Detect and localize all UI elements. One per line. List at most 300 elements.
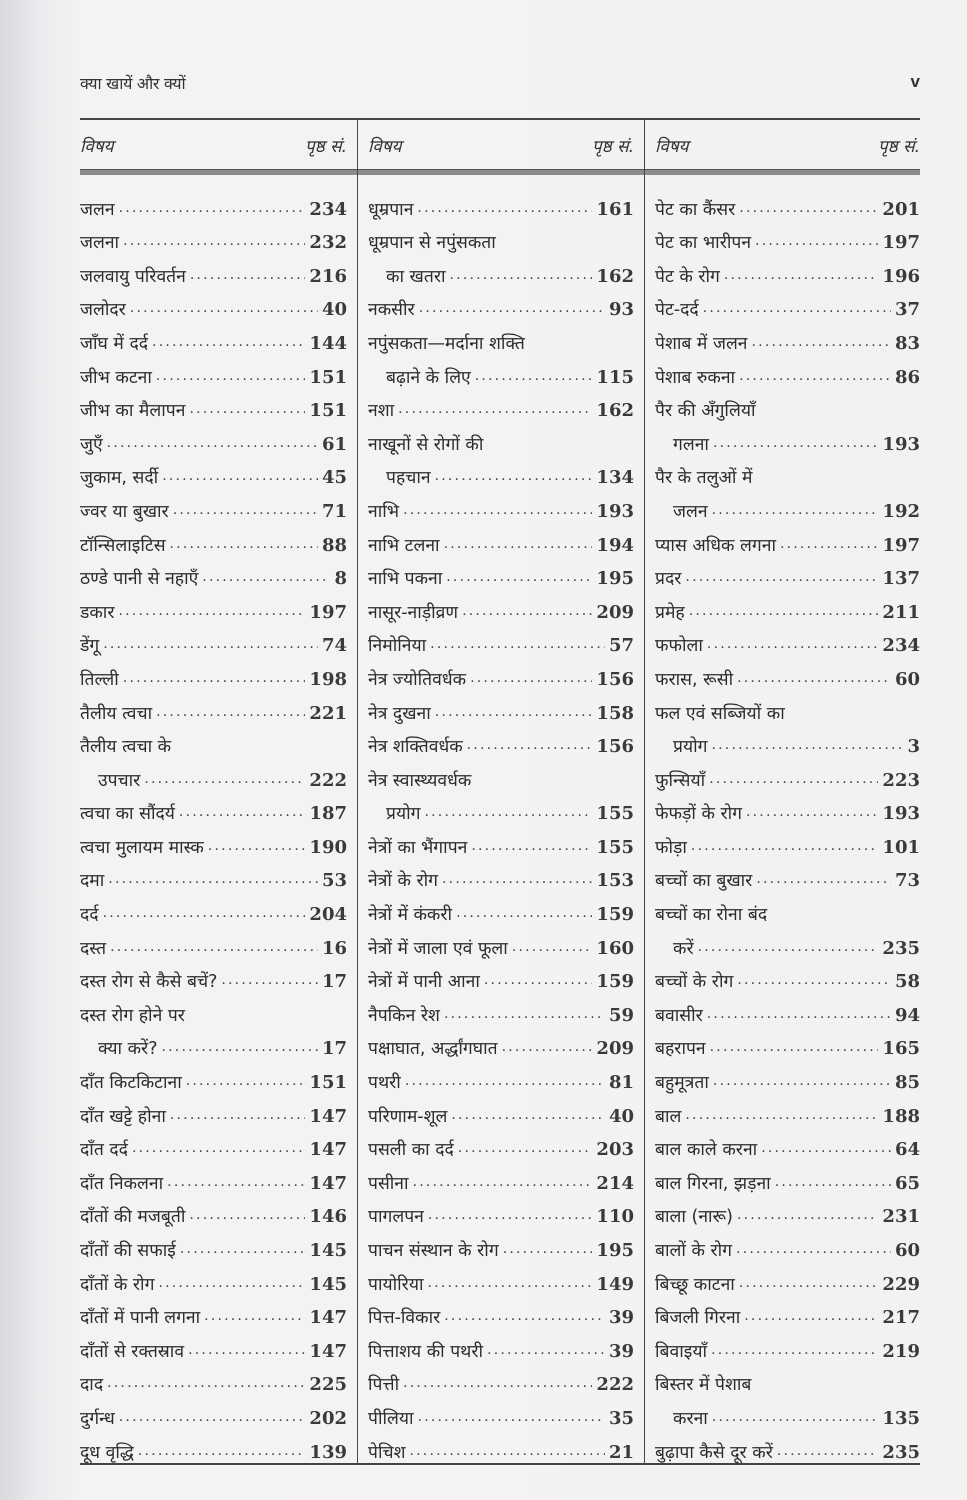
entry-label: बच्चों का बुखार: [655, 871, 753, 892]
index-entry: [655, 1432, 920, 1466]
entry-page-number: 39: [608, 1340, 634, 1362]
index-entry: [80, 962, 347, 996]
entry-label: प्रदर: [655, 569, 682, 590]
subject-heading: विषय: [80, 137, 114, 157]
entry-page-number: 59: [608, 1004, 634, 1026]
index-entry: [368, 727, 634, 761]
entry-page-number: 198: [309, 668, 347, 690]
entry-page-number: 147: [309, 1139, 347, 1161]
index-entry: [368, 1163, 634, 1197]
entry-page-number: 193: [882, 433, 920, 455]
entry-label: टॉन्सिलाइटिस: [80, 535, 166, 556]
entry-label: नेत्रों में जाला एवं फूला: [368, 938, 508, 959]
entry-label: धूम्रपान: [368, 199, 414, 220]
entry-label: बिच्छू काटना: [655, 1274, 735, 1295]
dot-leader: [180, 1236, 306, 1262]
entry-page-number: 158: [596, 702, 634, 724]
dot-leader: [746, 799, 878, 825]
dot-leader: [739, 1270, 879, 1296]
entry-label: नशा: [368, 401, 395, 422]
entry-label: पैर के तलुओं में: [655, 468, 753, 489]
index-entry: [655, 424, 920, 458]
dot-leader: [475, 363, 593, 389]
entry-label: पैर की अँगुलियाँ: [655, 401, 756, 422]
entry-page-number: 156: [596, 668, 634, 690]
index-entry: [655, 1230, 920, 1264]
entry-page-number: 159: [596, 971, 634, 993]
index-entry: [368, 424, 634, 458]
entry-label: बिस्तर में पेशाब: [655, 1375, 752, 1396]
header-rule: [80, 169, 357, 175]
entry-label: परिणाम-शूल: [368, 1106, 448, 1127]
header-rule: [358, 169, 644, 175]
index-entry: [655, 290, 920, 324]
entry-label: जलोदर: [80, 300, 126, 321]
entry-page-number: 214: [596, 1172, 634, 1194]
index-entry: [80, 1029, 347, 1063]
index-entry: [80, 323, 347, 357]
index-entry: [368, 458, 634, 492]
dot-leader: [502, 1034, 593, 1060]
entry-page-number: 74: [321, 635, 347, 657]
dot-leader: [456, 900, 592, 926]
index-entry: [368, 1365, 634, 1399]
dot-leader: [444, 1001, 605, 1027]
entry-page-number: 187: [309, 803, 347, 825]
entry-label: पित्ती: [368, 1375, 400, 1396]
index-entry: [80, 760, 347, 794]
dot-leader: [737, 967, 891, 993]
entry-label: दाँत निकलना: [80, 1173, 164, 1194]
dot-leader: [451, 1102, 605, 1128]
dot-leader: [418, 1404, 605, 1430]
entry-page-number: 145: [309, 1240, 347, 1261]
dot-leader: [756, 866, 891, 892]
entry-page-number: 45: [321, 467, 347, 489]
entry-page-number: 8: [334, 568, 347, 590]
running-title: क्या खायें और क्यों: [80, 74, 186, 93]
entry-label: दाद: [80, 1375, 104, 1396]
index-entry: [655, 1096, 920, 1130]
entry-label: जलवायु परिवर्तन: [80, 266, 186, 287]
dot-leader: [103, 900, 306, 926]
dot-leader: [189, 396, 305, 422]
entry-label: त्वचा मुलायम मास्क: [80, 837, 204, 858]
entry-page-number: 88: [321, 534, 347, 556]
index-entry: [368, 861, 634, 895]
entry-page-number: 147: [309, 1105, 347, 1127]
entry-label: प्यास अधिक लगना: [655, 535, 776, 556]
index-entry: [80, 1365, 347, 1399]
entry-label: त्वचा का सौंदर्य: [80, 804, 175, 825]
index-entry: [368, 1264, 634, 1298]
entry-page-number: 155: [596, 836, 634, 858]
entry-label: नेत्र स्वास्थ्यवर्धक: [368, 770, 472, 791]
dot-leader: [780, 531, 878, 557]
entry-label: जीभ कटना: [80, 367, 152, 388]
entry-label: जुएँ: [80, 434, 103, 455]
index-entry: [368, 1398, 634, 1432]
dot-leader: [503, 1236, 593, 1262]
index-entry: [368, 827, 634, 861]
entry-label: नेत्रों के रोग: [368, 871, 439, 892]
dot-leader: [713, 1068, 891, 1094]
dot-leader: [691, 833, 879, 859]
header-rule: [645, 169, 920, 175]
entry-page-number: 204: [309, 904, 347, 926]
dot-leader: [428, 1202, 593, 1228]
index-entry: [80, 290, 347, 324]
index-entry: [80, 1197, 347, 1231]
entry-page-number: 60: [894, 1240, 920, 1261]
entry-label: प्रयोग: [386, 804, 421, 825]
dot-leader: [410, 1438, 605, 1464]
dot-leader: [435, 463, 593, 489]
index-entry: [655, 693, 920, 727]
entry-page-number: 57: [608, 635, 634, 657]
dot-leader: [737, 665, 891, 691]
entry-label: दाँत दर्द: [80, 1140, 128, 1161]
index-entry: [655, 727, 920, 761]
entry-label: नपुंसकता—मर्दाना शक्ति: [368, 333, 525, 354]
entry-label: नेत्रों में पानी आना: [368, 972, 480, 993]
entry-label: प्रमेह: [655, 602, 685, 623]
index-entry: [80, 1163, 347, 1197]
index-entry: [655, 525, 920, 559]
dot-leader: [711, 1337, 878, 1363]
dot-leader: [712, 497, 879, 523]
entry-page-number: 40: [321, 299, 347, 321]
index-entry: [655, 491, 920, 525]
entry-page-number: 139: [309, 1441, 347, 1463]
entry-label: पेट का कैंसर: [655, 199, 736, 220]
entry-page-number: 101: [882, 836, 920, 858]
entry-page-number: 160: [596, 937, 634, 959]
entry-page-number: 209: [596, 1038, 634, 1060]
index-entry: [655, 1298, 920, 1332]
entry-page-number: 234: [309, 198, 347, 220]
dot-leader: [724, 262, 879, 288]
entry-label: फोड़ा: [655, 837, 687, 858]
entry-page-number: 86: [894, 366, 920, 388]
entry-page-number: 40: [608, 1105, 634, 1127]
entry-label: बाला (नारू): [655, 1207, 733, 1228]
entry-label: पागलपन: [368, 1207, 424, 1228]
dot-leader: [710, 1034, 879, 1060]
entry-label: दाँतों के रोग: [80, 1274, 155, 1295]
entry-page-number: 110: [596, 1206, 634, 1228]
index-entry: [368, 1062, 634, 1096]
dot-leader: [123, 665, 306, 691]
entry-page-number: 229: [882, 1273, 920, 1295]
entry-page-number: 225: [309, 1374, 347, 1396]
index-entry: [655, 391, 920, 425]
entry-page-number: 21: [608, 1441, 634, 1463]
entry-page-number: 195: [596, 568, 634, 590]
dot-leader: [417, 195, 592, 221]
entry-page-number: 58: [894, 971, 920, 993]
dot-leader: [444, 1303, 605, 1329]
entry-label: करें: [673, 938, 694, 959]
dot-leader: [712, 1404, 879, 1430]
index-entry: [80, 995, 347, 1029]
dot-leader: [170, 1102, 306, 1128]
entry-label: बुढ़ापा कैसे दूर करें: [655, 1442, 773, 1463]
index-entry: [80, 894, 347, 928]
entry-label: पेट-दर्द: [655, 300, 699, 321]
entry-page-number: 219: [882, 1340, 920, 1362]
index-entry: [655, 357, 920, 391]
index-entry: [80, 424, 347, 458]
entry-label: नेत्रों में कंकरी: [368, 905, 453, 926]
dot-leader: [755, 228, 878, 254]
entry-page-number: 221: [309, 702, 347, 724]
dot-leader: [152, 329, 305, 355]
index-entry: [368, 592, 634, 626]
dot-leader: [221, 967, 318, 993]
index-entry: [655, 794, 920, 828]
index-entry: [80, 1062, 347, 1096]
dot-leader: [107, 1370, 305, 1396]
index-entry: [368, 626, 634, 660]
index-entry: [368, 391, 634, 425]
dot-leader: [707, 1001, 891, 1027]
column-header: [368, 120, 634, 167]
entry-label: दाँतों में पानी लगना: [80, 1308, 201, 1329]
dot-leader: [173, 497, 318, 523]
dot-leader: [130, 295, 318, 321]
index-column-2: [357, 120, 644, 1463]
dot-leader: [739, 363, 891, 389]
entry-label: दस्त रोग होने पर: [80, 1005, 185, 1026]
entry-label: धूम्रपान से नपुंसकता: [368, 233, 496, 254]
entry-label: बवासीर: [655, 1005, 703, 1026]
entry-label: पित्त-विकार: [368, 1308, 441, 1329]
entry-page-number: 64: [894, 1139, 920, 1161]
entry-label: पक्षाघात, अर्द्धांगघात: [368, 1039, 498, 1060]
entry-label: डकार: [80, 602, 115, 623]
entry-label: बहरापन: [655, 1039, 706, 1060]
entry-page-number: 234: [882, 635, 920, 657]
dot-leader: [689, 598, 879, 624]
entry-page-number: 115: [596, 366, 634, 388]
index-entry: [80, 861, 347, 895]
entry-label: पित्ताशय की पथरी: [368, 1341, 484, 1362]
dot-leader: [108, 866, 318, 892]
entry-page-number: 193: [596, 500, 634, 522]
entry-page-number: 145: [309, 1273, 347, 1295]
index-entry: [80, 794, 347, 828]
dot-leader: [752, 329, 891, 355]
index-entry: [80, 1130, 347, 1164]
entry-label: बाल: [655, 1106, 682, 1127]
entry-list: [80, 189, 347, 1466]
entry-page-number: 235: [882, 937, 920, 959]
index-entry: [368, 1432, 634, 1466]
dot-leader: [761, 1135, 891, 1161]
index-entry: [368, 357, 634, 391]
index-entry: [80, 491, 347, 525]
entry-label: दमा: [80, 871, 105, 892]
entry-label: बिवाइयाँ: [655, 1341, 708, 1362]
entry-label: दाँतों की मजबूती: [80, 1207, 186, 1228]
page-number: v: [910, 72, 920, 91]
entry-label: जलना: [80, 233, 120, 254]
entry-label: बच्चों का रोना बंद: [655, 905, 768, 926]
dot-leader: [119, 1404, 306, 1430]
subject-heading: विषय: [368, 137, 402, 157]
dot-leader: [713, 430, 878, 456]
dot-leader: [123, 228, 305, 254]
entry-page-number: 231: [882, 1206, 920, 1228]
entry-page-number: 197: [309, 601, 347, 623]
index-entry: [655, 592, 920, 626]
entry-label: नेत्रों का भैंगापन: [368, 837, 468, 858]
entry-label: दर्द: [80, 905, 99, 926]
index-entry: [655, 1365, 920, 1399]
index-entry: [368, 1029, 634, 1063]
entry-page-number: 134: [596, 467, 634, 489]
dot-leader: [405, 1068, 605, 1094]
index-entry: [655, 861, 920, 895]
dot-leader: [703, 295, 891, 321]
entry-label: पेचिश: [368, 1442, 406, 1463]
dot-leader: [419, 295, 605, 321]
entry-label: उपचार: [98, 770, 141, 791]
index-entry: [368, 1230, 634, 1264]
page-heading: पृष्ठ सं.: [305, 137, 347, 157]
entry-page-number: 197: [882, 534, 920, 556]
entry-page-number: 16: [321, 937, 347, 959]
dot-leader: [685, 1102, 878, 1128]
dot-leader: [107, 430, 318, 456]
entry-page-number: 222: [309, 769, 347, 791]
entry-page-number: 35: [608, 1407, 634, 1429]
index-entry: [368, 1331, 634, 1365]
index-entry: [655, 189, 920, 223]
dot-leader: [204, 1303, 305, 1329]
entry-page-number: 17: [321, 1038, 347, 1060]
dot-leader: [119, 195, 306, 221]
entry-label: बच्चों के रोग: [655, 972, 734, 993]
entry-page-number: 94: [894, 1004, 920, 1026]
index-entry: [655, 256, 920, 290]
dot-leader: [462, 598, 592, 624]
entry-label: जाँघ में दर्द: [80, 333, 149, 354]
entry-label: पथरी: [368, 1073, 401, 1094]
dot-leader: [170, 531, 318, 557]
index-entry: [80, 256, 347, 290]
entry-label: पेट का भारीपन: [655, 233, 752, 254]
index-entry: [80, 1298, 347, 1332]
entry-page-number: 235: [882, 1441, 920, 1463]
entry-page-number: 17: [321, 971, 347, 993]
entry-page-number: 153: [596, 870, 634, 892]
index-entry: [80, 928, 347, 962]
subject-heading: विषय: [655, 137, 689, 157]
index-entry: [655, 760, 920, 794]
entry-label: नैपकिन रेश: [368, 1005, 440, 1026]
entry-page-number: 137: [882, 568, 920, 590]
entry-page-number: 53: [321, 870, 347, 892]
dot-leader: [186, 1068, 306, 1094]
index-entry: [655, 894, 920, 928]
entry-page-number: 156: [596, 736, 634, 758]
index-entry: [80, 1264, 347, 1298]
entry-label: फरास, रूसी: [655, 669, 734, 690]
entry-page-number: 147: [309, 1340, 347, 1362]
entry-label: फुन्सियाँ: [655, 770, 706, 791]
index-entry: [80, 727, 347, 761]
dot-leader: [744, 1303, 878, 1329]
dot-leader: [739, 195, 878, 221]
dot-leader: [467, 732, 593, 758]
entry-list: [655, 189, 920, 1466]
entry-page-number: 232: [309, 232, 347, 254]
index-column-3: [644, 120, 920, 1463]
entry-page-number: 188: [882, 1105, 920, 1127]
index-entry: [80, 1398, 347, 1432]
entry-page-number: 83: [894, 332, 920, 354]
index-entry: [80, 1432, 347, 1466]
entry-page-number: 60: [894, 668, 920, 690]
entry-page-number: 165: [882, 1038, 920, 1060]
dot-leader: [403, 497, 592, 523]
entry-label: नासूर-नाड़ीव्रण: [368, 602, 459, 623]
entry-page-number: 61: [321, 433, 347, 455]
index-entry: [368, 794, 634, 828]
entry-label: दाँत किटकिटाना: [80, 1073, 182, 1094]
index-entry: [80, 1096, 347, 1130]
index-entry: [80, 659, 347, 693]
dot-leader: [413, 1169, 593, 1195]
index-entry: [80, 827, 347, 861]
entry-label: बालों के रोग: [655, 1241, 733, 1261]
dot-leader: [403, 1370, 592, 1396]
dot-leader: [737, 1202, 878, 1228]
dot-leader: [458, 1135, 593, 1161]
index-column-1: [80, 120, 357, 1463]
entry-label: नाभि पकना: [368, 569, 443, 590]
index-entry: [368, 189, 634, 223]
index-entry: [80, 223, 347, 257]
entry-page-number: 162: [596, 265, 634, 287]
index-entry: [80, 626, 347, 660]
entry-label: नाभि टलना: [368, 535, 440, 556]
entry-page-number: 217: [882, 1307, 920, 1329]
index-entry: [655, 1331, 920, 1365]
entry-page-number: 3: [907, 736, 920, 758]
entry-label: दूध वृद्धि: [80, 1442, 134, 1463]
entry-label: प्रयोग: [673, 737, 708, 758]
index-entry: [655, 458, 920, 492]
entry-label: जुकाम, सर्दी: [80, 468, 159, 489]
entry-label: बाल गिरना, झड़ना: [655, 1173, 771, 1194]
index-entry: [80, 458, 347, 492]
index-entry: [368, 962, 634, 996]
entry-label: जलन: [673, 501, 708, 522]
index-entry: [368, 1298, 634, 1332]
entry-label: नेत्र शक्तिवर्धक: [368, 737, 463, 758]
entry-label: नाखूनों से रोगों की: [368, 434, 484, 455]
entry-page-number: 203: [596, 1139, 634, 1161]
dot-leader: [698, 934, 879, 960]
page-heading: पृष्ठ सं.: [592, 137, 634, 157]
entry-page-number: 194: [596, 534, 634, 556]
entry-label: ज्वर या बुखार: [80, 501, 169, 522]
dot-leader: [156, 699, 305, 725]
entry-label: नेत्र दुखना: [368, 703, 431, 724]
